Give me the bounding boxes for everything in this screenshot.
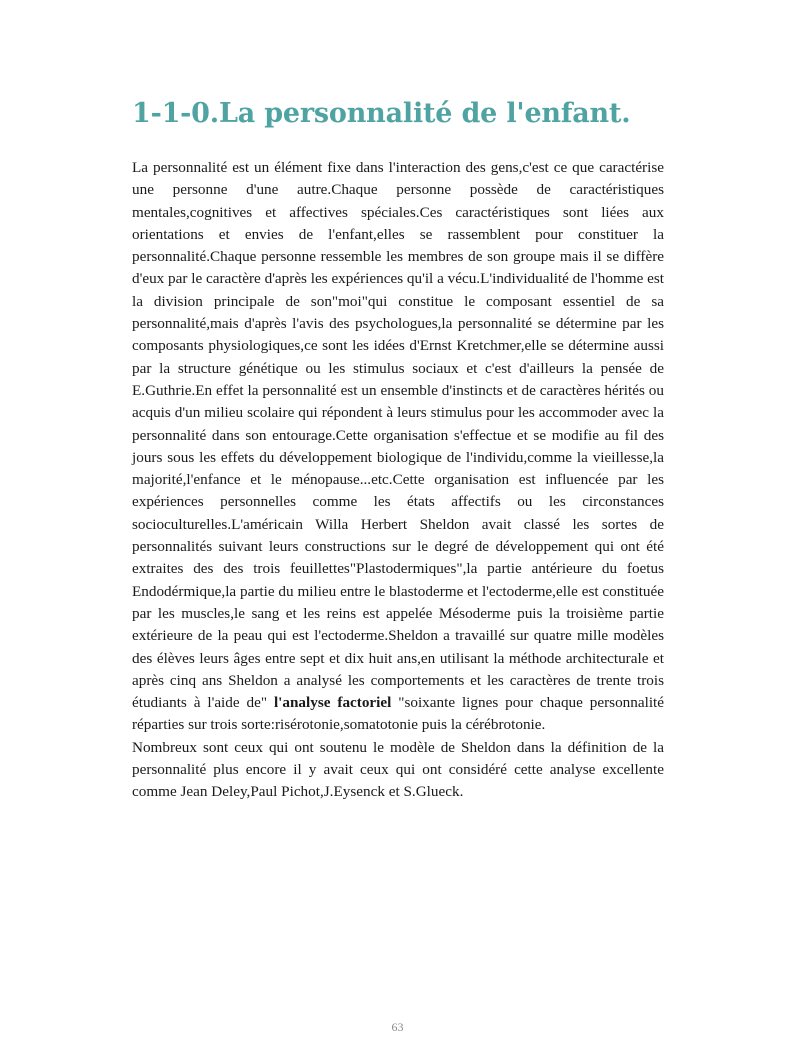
body-text	[132, 157, 664, 804]
paragraph-1-text-end: "soixante lignes pour chaque personnalité réparties sur trois sorte:risérotonie,somatotonie puis la cérébrotonie.	[132, 694, 664, 734]
bold-term-factor-analysis: l'analyse factoriel	[273, 694, 392, 712]
section-heading: 1-1-0.La personnalité de l'enfant.	[132, 98, 631, 129]
paragraph-sheldon-model: Nombreux sont ceux qui ont soutenu le modèle de Sheldon dans la définition de la personnalité plus encore il y avait ceux qui ont considéré cette analyse excellente comme Jean Deley,Paul Pichot,J.Eysenck et S.Glueck.	[132, 738, 664, 801]
page-number: 63	[391, 1020, 404, 1034]
paragraph-1-text: La personnalité est un élément fixe dans l'interaction des gens,c'est ce que caractérise une personne d'une autre.Chaque personne possède de caractéristiques mentales,cognitives et affectives spéciales.Ces caractéristiques sont liées aux orientations et envies de l'enfant,elles se rassemblent pour constituer la personnalité.Chaque personne ressemble les membres de son groupe mais il se diffère d'eux par le caractère d'après les expériences qu'il a vécu.L'individualité de l'homme est la division principale de son"moi"qui constitue le composant essentiel de sa personnalité,mais d'après l'avis des psychologues,la personnalité se détermine par les composants physiologiques,ce sont les idées d'Ernst Kretchmer,elle se détermine aussi par la structure génétique ou les stimulus sociaux et c'est d'ailleurs la pensée de E.Guthrie.En effet la personnalité est un ensemble d'instincts et de caractères hérités ou acquis d'un milieu scolaire qui répondent à leurs stimulus pour les accommoder avec la personnalité dans son entourage.Cette organisation s'effectue et se modifie au fil des jours sous les effets du développement biologique de l'individu,comme la vieillesse,la majorité,l'enfance et le ménopause...etc.Cette organisation est influencée par les expériences personnelles comme les états affectifs ou les circonstances socioculturelles.L'américain Willa Herbert Sheldon avait classé les sortes de personnalités suivant leurs constructions sur le degré de développement qui ont été extraites des des trois feuillettes"Plastodermiques",la partie antérieure du foetus Endodérmique,la partie du milieu entre le blastoderme et l'ectoderme,elle est constituée par les muscles,le sang et les reins est appelée Mésoderme puis la troisième partie extérieure de la peau qui est l'ectoderme.Sheldon a travaillé sur quatre mille modèles des élèves leurs âges entre sept et dix huit ans,en utilisant la méthode architecturale et après cinq ans Sheldon a analysé les comportements et les caractères de trente trois étudiants à l'aide de"	[132, 159, 664, 712]
paragraph-personality-definition	[132, 157, 664, 737]
